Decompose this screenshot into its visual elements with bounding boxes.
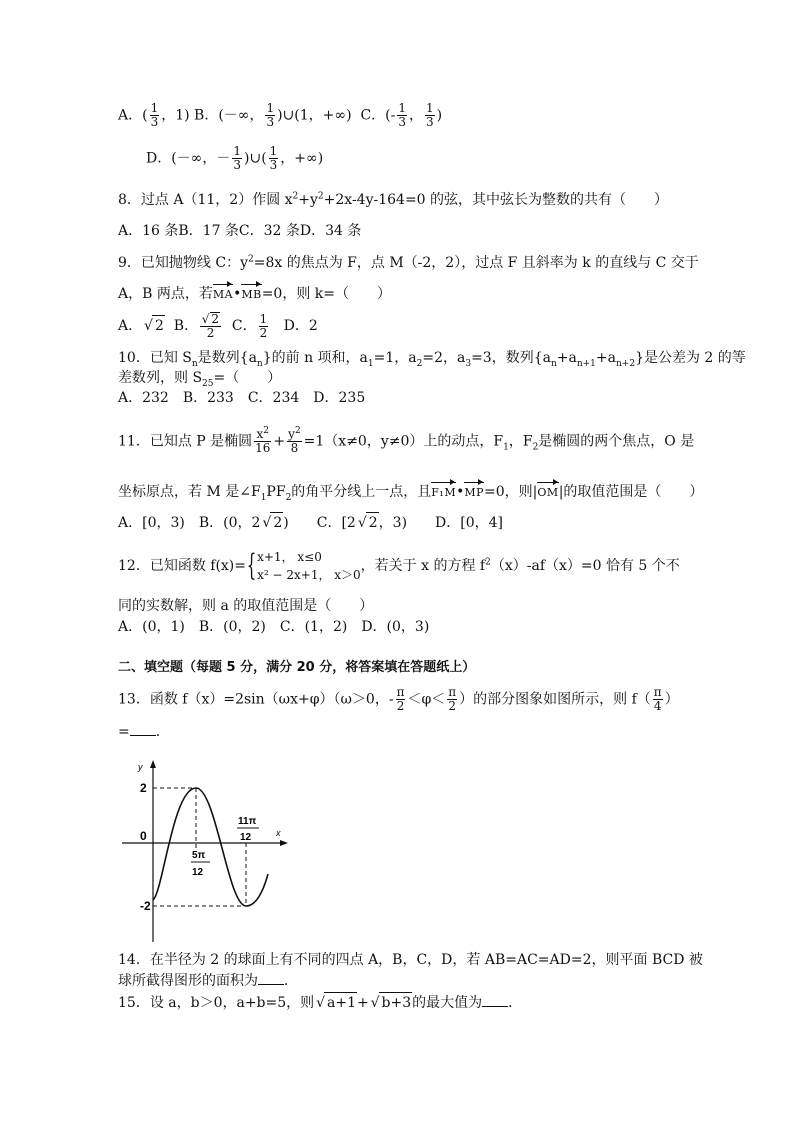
- q10-text: }的前 n 项和，a: [262, 350, 368, 366]
- q13-frac-1: [396, 686, 406, 713]
- left-brace: {: [246, 548, 257, 583]
- sine-graph: [118, 752, 293, 944]
- y-axis-label: y: [138, 762, 143, 772]
- sub: 2: [285, 492, 292, 503]
- y-tick-2: 2: [140, 781, 147, 795]
- sup: 2: [485, 557, 491, 568]
- q7-option-c-label: C．(-: [360, 107, 396, 124]
- q14-stem-line2: [118, 971, 298, 991]
- q11-text: =1（x≠0，y≠0）上的动点，F: [303, 433, 504, 450]
- q9-stem2-b: =0，则 k=（ ）: [261, 286, 392, 302]
- q7-options-row2: [146, 145, 323, 172]
- q7-frac-c2: [425, 102, 435, 129]
- q10-text: +a: [556, 350, 577, 366]
- frac-num: 1: [425, 101, 434, 115]
- q9-opt-b: B．: [173, 318, 199, 334]
- frac-den: 3: [398, 115, 406, 129]
- q9-options: [118, 312, 318, 340]
- q8-stem-c: +2x-4y-164=0 的弦，其中弦长为整数的共有（ ）: [323, 192, 669, 208]
- q10-sub: n+2: [616, 358, 636, 369]
- q9-sqrt-a: √ 2: [152, 315, 165, 336]
- dot-operator: •: [456, 484, 465, 500]
- q13-answer-line: [118, 722, 170, 742]
- q12-piecewise: [257, 548, 361, 584]
- q11-text: =0，则|: [484, 484, 538, 500]
- q9-stem1-b: =8x 的焦点为 F，点 M（-2，2），过点 F 且斜率为 k 的直线与 C 交于: [253, 255, 699, 271]
- sine-curve: [153, 788, 268, 906]
- q10-sub: 1: [367, 358, 374, 369]
- q11-stem-line2: [118, 482, 703, 503]
- q15-sqrt-1: √ a+1: [324, 992, 357, 1013]
- q11-stem-line1: 11．已知点 P 是椭圆 $\frac{x^2}{16}$ + $\frac{y^2}{8}$ =1（x≠0，y≠0）上的动点，$F_1$，$F_2$是椭圆的两个焦点，O 是: [118, 426, 695, 455]
- q12-stem-line2: 同的实数解，则 a 的取值范围是（ ）: [118, 598, 374, 614]
- q15-text: 15．设 a，b＞0，a+b=5，则: [118, 995, 315, 1011]
- q11-text: PF: [266, 484, 286, 500]
- q10-sub: n: [191, 358, 198, 369]
- frac-den: 2: [259, 325, 268, 340]
- q11-text: 11．已知点 P 是椭圆: [118, 433, 253, 450]
- q7-frac-d1: [232, 145, 242, 172]
- q11-frac-y: [287, 428, 302, 455]
- answer-blank[interactable]: [130, 735, 156, 736]
- q13-stem-line1: [118, 686, 679, 713]
- y-tick-0: 0: [140, 829, 147, 843]
- q7-option-d-label: D．(－∞，－: [146, 150, 231, 167]
- q9-sup: 2: [247, 254, 254, 265]
- q7-frac-d2: [269, 145, 279, 172]
- q10-text: =（ ）: [213, 370, 282, 386]
- q15-text: +: [356, 995, 369, 1011]
- q13-frac-2: [447, 686, 457, 713]
- section-heading: 二、填空题（每题 5 分，满分 20 分，将答案填在答题纸上）: [118, 660, 476, 675]
- q11-opt-text: ，3) D．[0，4]: [378, 515, 503, 531]
- label-5pi-num: 5π: [192, 850, 206, 861]
- label-5pi-den: 12: [192, 867, 204, 878]
- q10-stem-line1: [118, 348, 746, 368]
- q10-stem-line2: [118, 368, 281, 388]
- q7-option-b-rest: )∪(1，+∞): [277, 107, 352, 124]
- q7-frac-a: [150, 102, 160, 129]
- q12-options: A．(0，1) B．(0，2) C．(1，2) D．(0，3): [118, 619, 430, 635]
- frac-num: π: [653, 685, 662, 699]
- sub: 1: [260, 492, 267, 503]
- q9-frac-b: [200, 312, 221, 340]
- q13-text: =: [118, 724, 130, 740]
- q12-text: （x）-af（x）=0 恰有 5 个不: [490, 558, 680, 574]
- vector-om: OM: [537, 483, 558, 503]
- q13-text: ）: [664, 691, 679, 708]
- frac-den: 4: [653, 699, 662, 713]
- case-row: x² − 2x+1， x＞0: [257, 568, 361, 582]
- frac-num: 1: [150, 101, 159, 115]
- q7-option-c-end: ): [436, 107, 443, 124]
- frac-den: 16: [255, 441, 271, 455]
- frac-den: 8: [290, 441, 299, 455]
- label-11pi-num: 11π: [238, 816, 257, 827]
- q7-option-c-rest: ，: [408, 107, 423, 124]
- vector-ma: MA: [213, 285, 233, 305]
- frac-den: 3: [233, 158, 241, 172]
- frac-num: 1: [266, 101, 275, 115]
- q15-stem: [118, 992, 522, 1013]
- frac-den: 3: [266, 115, 275, 129]
- q11-options: [118, 512, 503, 533]
- q9-opt-a: A．: [118, 318, 143, 334]
- frac-den: 3: [269, 158, 278, 172]
- frac-den: 2: [396, 699, 405, 713]
- q7-frac-b: [265, 102, 275, 129]
- q10-text: 差数列，则 S: [118, 370, 203, 386]
- q9-opt-c: C．: [231, 318, 257, 334]
- q12-text: 12．已知函数 f(x)=: [118, 558, 246, 574]
- sup: 2: [294, 426, 301, 436]
- q14-text: 球所截得图形的面积为: [118, 973, 258, 989]
- dot-operator: •: [233, 286, 242, 302]
- q10-sub: n: [550, 358, 557, 369]
- frac-den: 3: [425, 115, 434, 129]
- q9-stem2-a: A，B 两点，若: [118, 286, 213, 302]
- q11-text: 坐标原点，若 M 是∠F: [118, 484, 261, 500]
- q7-option-a-label: A．(: [118, 107, 148, 124]
- q11-sqrt: √ 2: [270, 512, 283, 533]
- q7-option-d-rest: ，+∞): [280, 150, 324, 167]
- q7-frac-c1: [397, 102, 407, 129]
- q11-frac-x: [254, 428, 271, 455]
- q8-stem-b: +y: [298, 192, 318, 208]
- vector-mp: MP: [464, 483, 484, 503]
- q10-text: =1，a: [373, 350, 417, 366]
- q9-frac-c: [259, 313, 269, 340]
- frac-num: 1: [398, 101, 406, 115]
- vector-mb: MB: [241, 285, 261, 305]
- q10-options: A．232 B．233 C．234 D．235: [118, 390, 366, 406]
- q9-opt-d: D．2: [283, 318, 318, 334]
- x-axis-label: x: [276, 828, 281, 838]
- frac-den: 2: [448, 699, 457, 713]
- q10-text: =3，数列{a: [471, 350, 551, 366]
- q11-opt-text: A．[0，3) B．(0，2: [118, 515, 261, 531]
- q9-stem-line2: [118, 284, 391, 305]
- var: x: [256, 427, 264, 441]
- q14-text: ．: [284, 973, 298, 989]
- frac-den: 3: [150, 115, 159, 129]
- q9-stem-line1: [118, 253, 699, 273]
- q13-text: ．: [155, 724, 170, 740]
- q11-text: |的取值范围是（ ）: [558, 484, 704, 500]
- frac-num: [254, 428, 271, 442]
- case-row: x+1， x≤0: [257, 550, 322, 564]
- q12-stem-line1: [118, 548, 680, 584]
- var: y: [288, 427, 295, 441]
- frac-num: [200, 312, 221, 327]
- q8-stem-a: 8．过点 A（11，2）作圆 x: [118, 192, 293, 208]
- q13-text: ）的部分图象如图所示，则 f（: [459, 691, 651, 708]
- answer-blank[interactable]: [258, 984, 284, 985]
- q11-text: 的角平分线上一点，且: [291, 484, 432, 500]
- frac-num: 1: [259, 311, 268, 326]
- q9-stem1-a: 9．已知抛物线 C：y: [118, 255, 248, 271]
- frac-num: π: [396, 685, 405, 699]
- y-axis-arrow: [150, 760, 156, 768]
- q10-text: 是数列{a: [197, 350, 257, 366]
- vector-f1m: F₁M: [431, 483, 456, 503]
- q7-option-a-rest: ，1): [161, 107, 190, 124]
- q15-text: 的最大值为: [412, 995, 483, 1011]
- q8-stem: [118, 190, 668, 210]
- sub: 1: [503, 442, 509, 453]
- q10-sub: 3: [465, 358, 472, 369]
- q15-sqrt-2: √ b+3: [379, 992, 413, 1013]
- q13-text: 13．函数 f（x）=2sin（ωx+φ）（ω＞0，-: [118, 691, 394, 708]
- q11-text: 是椭圆的两个焦点，O 是: [538, 433, 695, 450]
- q7-option-b-label: B．(－∞，: [194, 107, 264, 124]
- x-axis-arrow: [280, 840, 288, 846]
- sup: 2: [263, 426, 270, 436]
- sub: 2: [532, 442, 539, 453]
- q10-text: =2，a: [422, 350, 466, 366]
- q10-sub: 25: [202, 378, 214, 389]
- label-11pi-den: 12: [240, 832, 252, 843]
- answer-blank[interactable]: [482, 1006, 508, 1007]
- q13-frac-3: [653, 686, 663, 713]
- q10-text: }是公差为 2 的等: [635, 350, 746, 366]
- y-tick-neg2: -2: [140, 899, 151, 913]
- frac-den: 2: [206, 326, 215, 340]
- q8-sup: 2: [292, 191, 299, 202]
- q7-options-row1: [118, 102, 442, 129]
- q10-sub: n+1: [576, 358, 596, 369]
- q14-stem-line1: 14．在半径为 2 的球面上有不同的四点 A，B，C，D，若 AB=AC=AD=2，则平面 BCD 被: [118, 952, 703, 968]
- q11-opt-text: ) C．[2: [283, 515, 356, 531]
- frac-num: π: [448, 685, 457, 699]
- q9-sqrt-b: √ 2: [210, 312, 220, 326]
- q10-text: 10．已知 S: [118, 350, 192, 366]
- q11-sqrt: √ 2: [366, 512, 379, 533]
- q13-text: ＜φ＜: [407, 691, 446, 708]
- q15-text: ．: [508, 995, 523, 1011]
- frac-num: 1: [233, 144, 241, 158]
- q10-sub: 2: [416, 358, 423, 369]
- q7-option-d-mid: )∪(: [244, 150, 267, 167]
- q10-text: +a: [595, 350, 616, 366]
- frac-num: [287, 428, 302, 442]
- q12-text: ，若关于 x 的方程 f: [360, 558, 486, 574]
- q10-sub: n: [256, 358, 263, 369]
- q8-sup: 2: [317, 191, 324, 202]
- q8-options: A．16 条B．17 条C．32 条D．34 条: [118, 223, 362, 239]
- q11-text: ，F: [508, 433, 533, 450]
- frac-num: 1: [269, 144, 278, 158]
